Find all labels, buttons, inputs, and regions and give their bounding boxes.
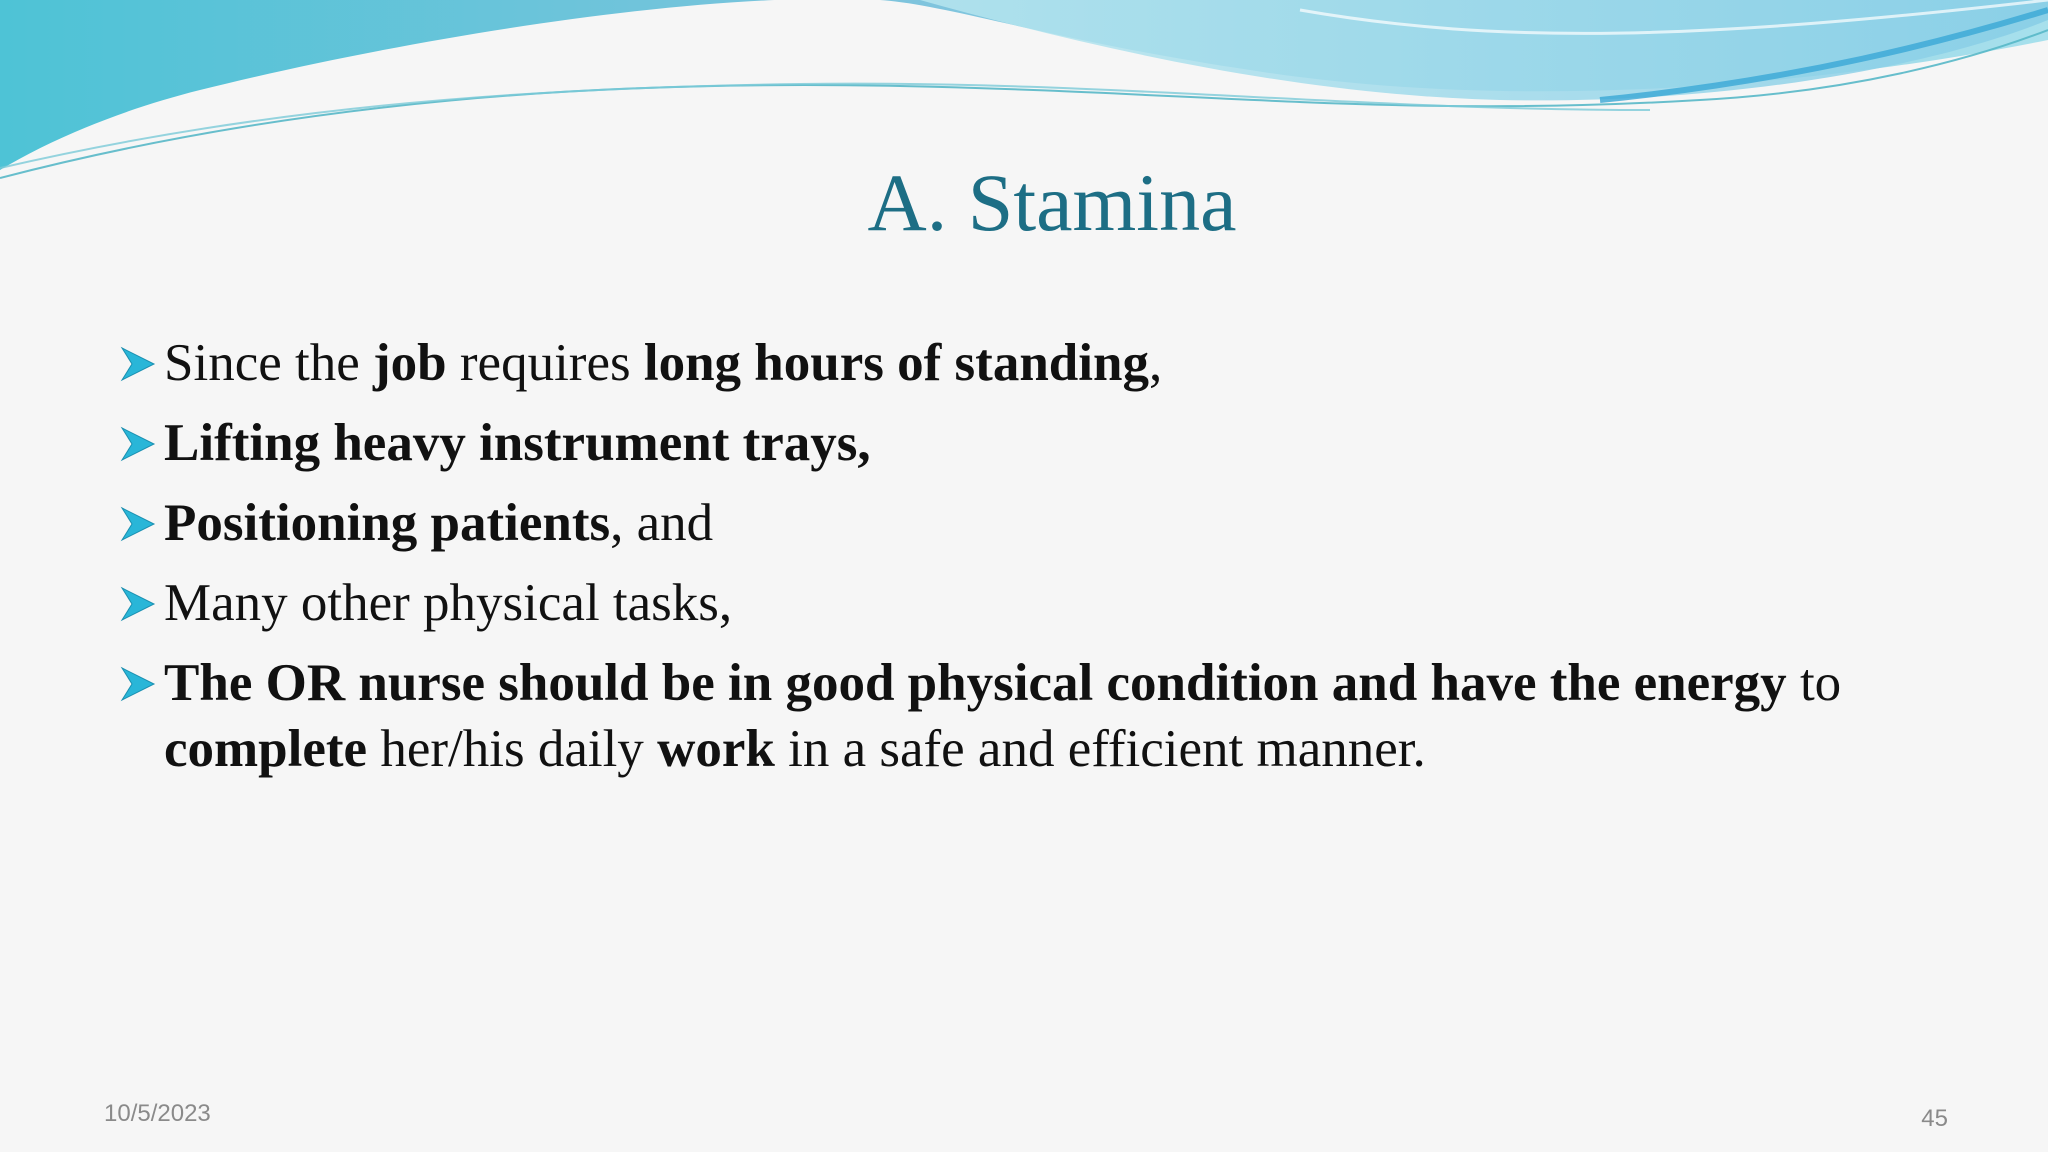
slide-title: A. Stamina [867,157,1237,248]
arrow-right-icon [120,504,158,544]
bullet-text-bold: long hours of standing [643,334,1149,392]
bullet-text-regular: requires [446,334,644,392]
bullet-text-bold: work [657,720,775,778]
bullet-text-bold: Lifting heavy instrument trays, [164,414,871,472]
bullet-text [164,654,1841,778]
bullet-text-bold: The OR nurse should be in good physical condition and have the energy [164,654,1787,712]
arrow-right-icon [120,584,158,624]
bullet-list [120,330,1950,796]
bullet-text-bold: complete [164,720,368,778]
bullet-text-bold: job [373,334,447,392]
bullet-text-regular: in a safe and efficient manner. [774,720,1426,778]
arrow-right-icon [120,424,158,464]
bullet-text-regular: Many other physical tasks, [164,574,733,632]
bullet-text-regular: Since the [164,334,373,392]
bullet-text-regular: , and [610,494,714,552]
arrow-right-icon [120,344,158,384]
bullet-text-regular: to [1786,654,1842,712]
page-number: 45 [1921,1105,1948,1132]
bullet-text [164,494,713,552]
bullet-item [120,650,1950,782]
bullet-text-bold: Positioning patients [164,494,611,552]
bullet-text [164,334,1162,392]
bullet-item [120,330,1950,396]
bullet-item [120,570,1950,636]
arrow-right-icon [120,664,158,704]
bullet-item [120,410,1950,476]
bullet-text-regular: , [1148,334,1163,392]
bullet-text [164,574,732,632]
bullet-item [120,490,1950,556]
bullet-text [164,414,871,472]
bullet-text-regular: her/his daily [367,720,658,778]
footer-date: 10/5/2023 [104,1100,211,1127]
